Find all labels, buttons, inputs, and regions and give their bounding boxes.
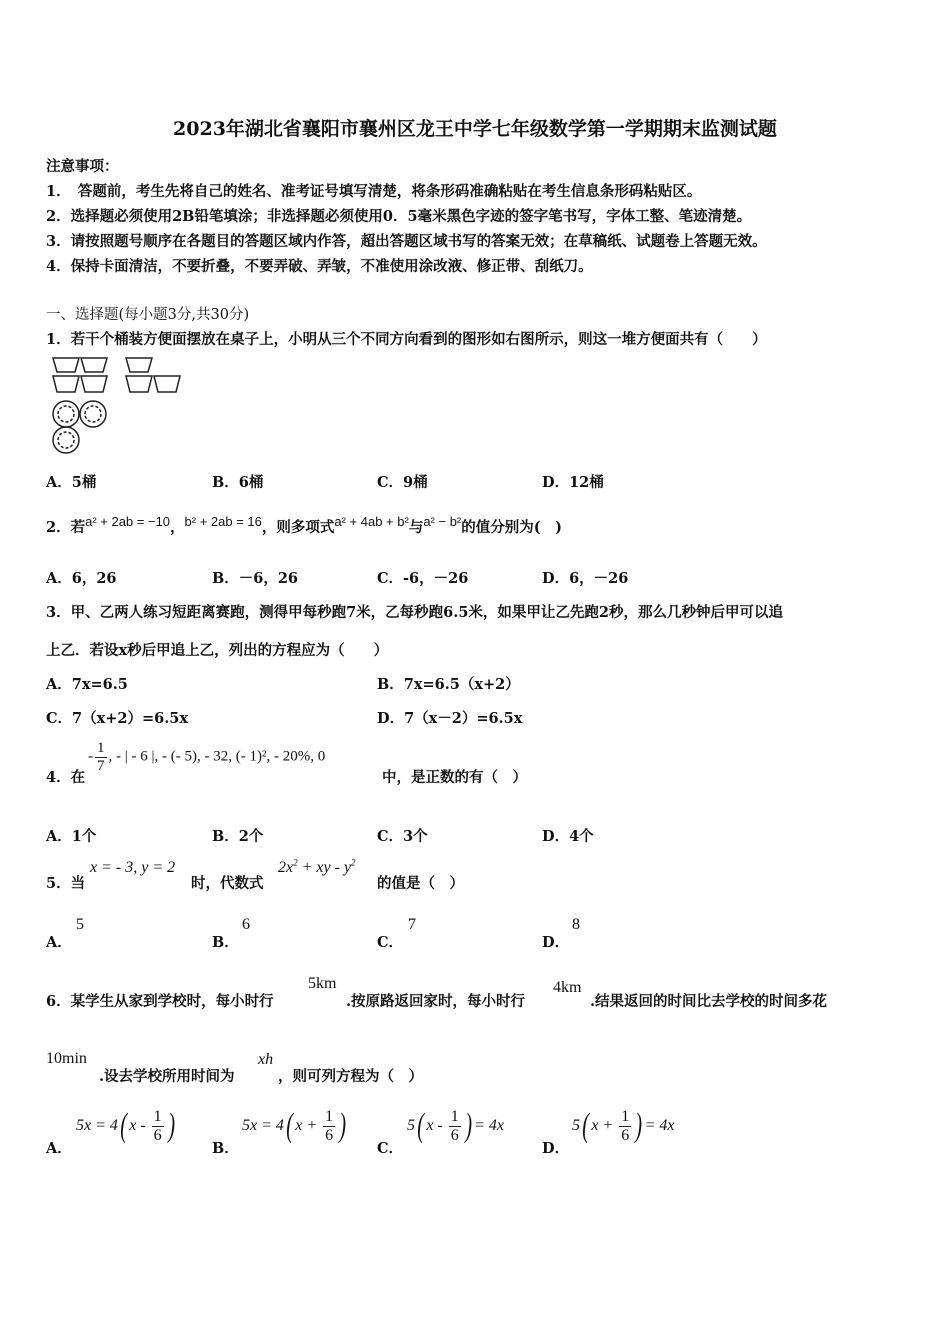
- q3-option-d: D．7（x－2）=6.5x: [377, 710, 523, 727]
- q5-option-a-value: 5: [76, 916, 84, 933]
- q4-negative-sign: -: [88, 748, 93, 765]
- notice-heading: 注意事项：: [46, 158, 119, 175]
- q5-expression: $2x^2$ + xy - $y^2$: [278, 857, 356, 876]
- q1-three-views-figure: [50, 356, 190, 456]
- q6-time-variable: xh: [258, 1051, 274, 1068]
- notice-item-3: 3．请按照题号顺序在各题目的答题区域内作答，超出答题区域书写的答案无效；在草稿纸、试题卷上答题无效。: [46, 233, 767, 250]
- q4-fraction: [95, 740, 107, 774]
- q4-option-b: B．2个: [212, 828, 264, 845]
- q2-comma: ，: [170, 519, 185, 536]
- q6-option-d-equation: 5( x + $\frac{1}{6}$ ) = 4x: [572, 1107, 675, 1145]
- q2-condition-2: b² + 2ab = 16: [184, 514, 262, 529]
- q2-condition-1: a² + 2ab = −10: [85, 514, 171, 529]
- q6-option-b-label: B．: [212, 1140, 239, 1157]
- notice-item-2: 2．选择题必须使用2B铅笔填涂；非选择题必须使用0．5毫米黑色字迹的签字笔书写，字体工整、笔迹清楚。: [46, 208, 752, 225]
- q6-part-4: .设去学校所用时间为: [99, 1068, 235, 1085]
- q5-option-a-label: A．: [46, 934, 72, 951]
- q4-fraction-denominator: 7: [97, 757, 105, 774]
- q1-option-b: B．6桶: [212, 474, 264, 491]
- q6-part-3: .结果返回的时间比去学校的时间多花: [590, 993, 828, 1010]
- q5-option-d-label: D．: [542, 934, 570, 951]
- q2-suffix: 的值分别为( ): [461, 519, 562, 536]
- section-title: 一、选择题(每小题3分,共30分): [46, 307, 250, 323]
- q4-number-list: [88, 740, 325, 774]
- q5-option-d-value: 8: [572, 916, 580, 933]
- q5-condition: x = - 3, y = 2: [90, 859, 176, 876]
- q2-polynomial-2: a² − b²: [423, 514, 462, 529]
- q5-mid: 时，代数式: [191, 875, 264, 892]
- q5-suffix: 的值是（ ）: [377, 875, 464, 892]
- q2-stem: [46, 516, 562, 537]
- q6-part-1: 6．某学生从家到学校时，每小时行: [46, 993, 274, 1010]
- q6-option-a-label: A．: [46, 1140, 72, 1157]
- q6-part-5: ，则可列方程为（ ）: [278, 1068, 423, 1085]
- q6-speed-2: 4km: [553, 979, 582, 996]
- q2-polynomial-1: a² + 4ab + b²: [334, 514, 409, 529]
- q3-option-c: C．7（x+2）=6.5x: [46, 710, 189, 727]
- q6-option-c-equation: 5( x - $\frac{1}{6}$ ) = 4x: [407, 1107, 504, 1145]
- page-title: 2023年湖北省襄阳市襄州区龙王中学七年级数学第一学期期末监测试题: [173, 118, 777, 140]
- q4-prefix: 4．在: [46, 769, 86, 786]
- q2-option-c: C．-6，－26: [377, 570, 469, 587]
- q4-suffix: 中，是正数的有（ ）: [382, 769, 527, 786]
- q2-and: 与: [408, 519, 424, 536]
- q5-option-b-value: 6: [242, 916, 250, 933]
- q2-option-d: D．6，－26: [542, 570, 629, 587]
- q6-option-b-equation: 5x = 4( x + $\frac{1}{6}$ ): [242, 1107, 347, 1145]
- q1-option-a: A．5桶: [46, 474, 97, 491]
- q2-prefix: 2．若: [46, 519, 86, 536]
- q4-fraction-numerator: 1: [97, 740, 105, 756]
- q6-option-c-label: C．: [377, 1140, 404, 1157]
- q2-option-b: B．－6，26: [212, 570, 299, 587]
- q2-option-a: A．6，26: [46, 570, 117, 587]
- q3-line-1: 3．甲、乙两人练习短距离赛跑，测得甲每秒跑7米，乙每秒跑6.5米，如果甲让乙先跑2秒，那么几秒钟后甲可以追: [46, 604, 783, 621]
- q1-stem: 1．若干个桶装方便面摆放在桌子上，小明从三个不同方向看到的图形如右图所示，则这一堆方便面共有（ ）: [46, 331, 767, 348]
- q6-option-a-equation: 5x = 4( x - $\frac{1}{6}$ ): [76, 1107, 175, 1145]
- q4-option-c: C．3个: [377, 828, 428, 845]
- q5-option-c-label: C．: [377, 934, 404, 951]
- q2-mid: ，则多项式: [261, 519, 335, 536]
- q3-line-2: 上乙．若设x秒后甲追上乙，列出的方程应为（ ）: [46, 642, 389, 659]
- q5-prefix: 5．当: [46, 875, 86, 892]
- q3-option-a: A．7x=6.5: [46, 676, 128, 693]
- q1-option-d: D．12桶: [542, 474, 604, 491]
- q4-option-d: D．4个: [542, 828, 594, 845]
- q6-part-2: .按原路返回家时，每小时行: [346, 993, 526, 1010]
- notice-item-1: 1． 答题前，考生先将自己的姓名、准考证号填写清楚，将条形码准确粘贴在考生信息条形码粘贴区。: [46, 183, 702, 200]
- q5-option-c-value: 7: [408, 916, 416, 933]
- q4-option-a: A．1个: [46, 828, 97, 845]
- q6-speed-1: 5km: [308, 975, 337, 992]
- q6-extra-time: 10min: [46, 1050, 87, 1067]
- q6-option-d-label: D．: [542, 1140, 570, 1157]
- q5-option-b-label: B．: [212, 934, 239, 951]
- q3-option-b: B．7x=6.5（x+2）: [377, 676, 520, 693]
- notice-item-4: 4．保持卡面清洁，不要折叠，不要弄破、弄皱，不准使用涂改液、修正带、刮纸刀。: [46, 258, 593, 275]
- q4-list: , - | - 6 |, - (- 5), - 32, (- 1)², - 20%, 0: [108, 748, 326, 765]
- q1-option-c: C．9桶: [377, 474, 428, 491]
